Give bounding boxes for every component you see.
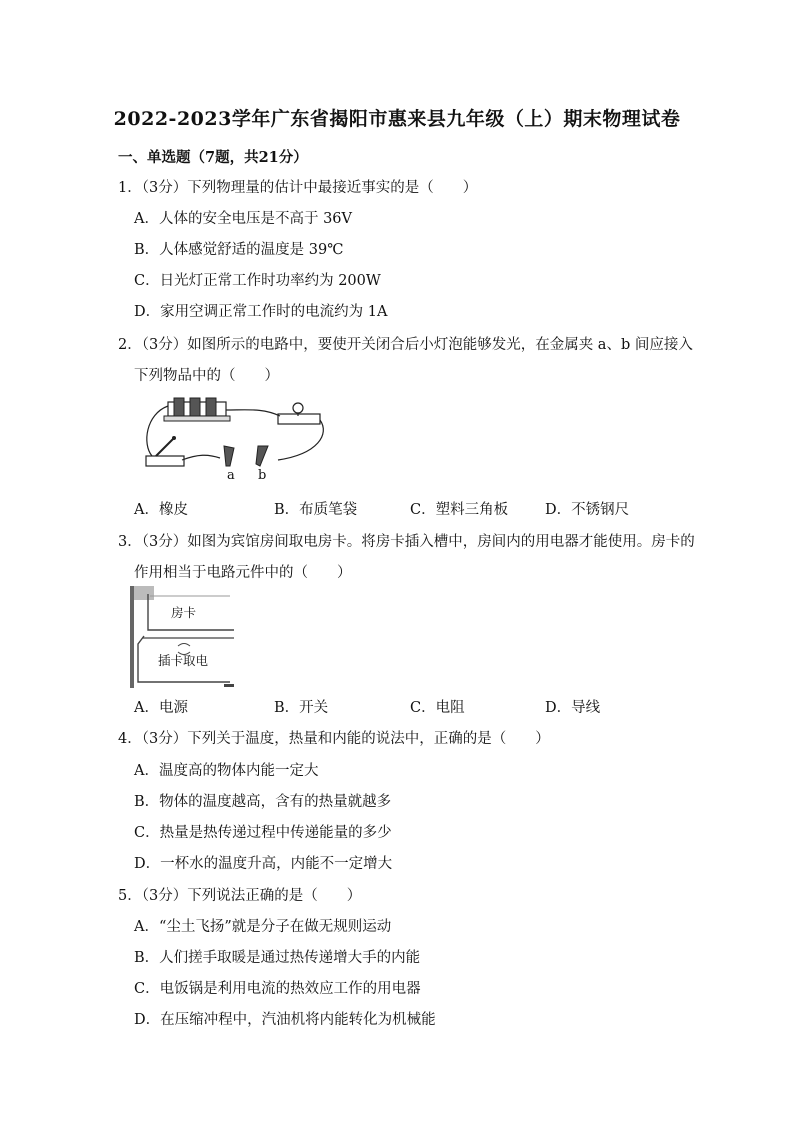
question-3-stem-line2: 作用相当于电路元件中的（ ） xyxy=(134,565,352,581)
question-1-option-d: D．家用空调正常工作时的电流约为 1A xyxy=(134,304,388,320)
question-5-stem: 5．（3分）下列说法正确的是（ ） xyxy=(118,888,362,904)
card-slot-label: 插卡取电 xyxy=(158,653,209,668)
question-2-option-c: C．塑料三角板 xyxy=(410,502,509,518)
question-5-option-c: C．电饭锅是利用电流的热效应工作的用电器 xyxy=(134,981,421,997)
question-3-option-d: D．导线 xyxy=(545,700,601,716)
room-card-figure xyxy=(130,586,242,690)
question-1-option-b: B．人体感觉舒适的温度是 39℃ xyxy=(134,242,344,258)
question-3-options xyxy=(134,696,674,717)
question-2-option-d: D．不锈钢尺 xyxy=(545,502,630,518)
question-4-option-c: C．热量是热传递过程中传递能量的多少 xyxy=(134,825,392,841)
question-2-option-b: B．布质笔袋 xyxy=(274,502,358,518)
question-1-option-c: C．日光灯正常工作时功率约为 200W xyxy=(134,273,381,289)
switch-icon xyxy=(146,436,184,466)
question-4-option-d: D．一杯水的温度升高，内能不一定增大 xyxy=(134,856,393,872)
circuit-diagram xyxy=(138,394,338,486)
question-3-option-a: A．电源 xyxy=(134,700,188,716)
light-bulb-icon xyxy=(278,403,320,424)
question-4-stem: 4．（3分）下列关于温度，热量和内能的说法中，正确的是（ ） xyxy=(118,731,550,747)
question-4-option-b: B．物体的温度越高，含有的热量就越多 xyxy=(134,794,392,810)
question-3-option-b: B．开关 xyxy=(274,700,329,716)
page-title: 2022-2023学年广东省揭阳市惠来县九年级（上）期末物理试卷 xyxy=(113,108,681,130)
clip-b-icon xyxy=(256,446,268,466)
question-2-stem-line2: 下列物品中的（ ） xyxy=(134,368,279,384)
question-2-stem-line1: 2．（3分）如图所示的电路中，要使开关闭合后小灯泡能够发光，在金属夹 a、b 间应接入 xyxy=(118,337,693,353)
question-5-option-b: B．人们搓手取暖是通过热传递增大手的内能 xyxy=(134,950,421,966)
question-4-option-a: A．温度高的物体内能一定大 xyxy=(134,763,319,779)
question-1-stem: 1．（3分）下列物理量的估计中最接近事实的是（ ） xyxy=(118,180,478,196)
question-2-options xyxy=(134,498,674,519)
question-5-option-d: D．在压缩冲程中，汽油机将内能转化为机械能 xyxy=(134,1012,436,1028)
question-2-option-a: A．橡皮 xyxy=(134,502,188,518)
section-heading: 一、单选题（7题，共21分） xyxy=(118,149,308,166)
battery-icon xyxy=(164,398,230,421)
clip-a-label: a xyxy=(227,468,235,483)
clip-a-icon xyxy=(224,446,234,466)
question-3-stem-line1: 3．（3分）如图为宾馆房间取电房卡。将房卡插入槽中，房间内的用电器才能使用。房卡的 xyxy=(118,534,695,550)
room-card-label: 房卡 xyxy=(171,605,197,620)
question-5-option-a: A．“尘土飞扬”就是分子在做无规则运动 xyxy=(134,919,392,935)
question-1-option-a: A．人体的安全电压是不高于 36V xyxy=(134,211,353,227)
question-3-option-c: C．电阻 xyxy=(410,700,465,716)
clip-b-label: b xyxy=(258,468,267,483)
